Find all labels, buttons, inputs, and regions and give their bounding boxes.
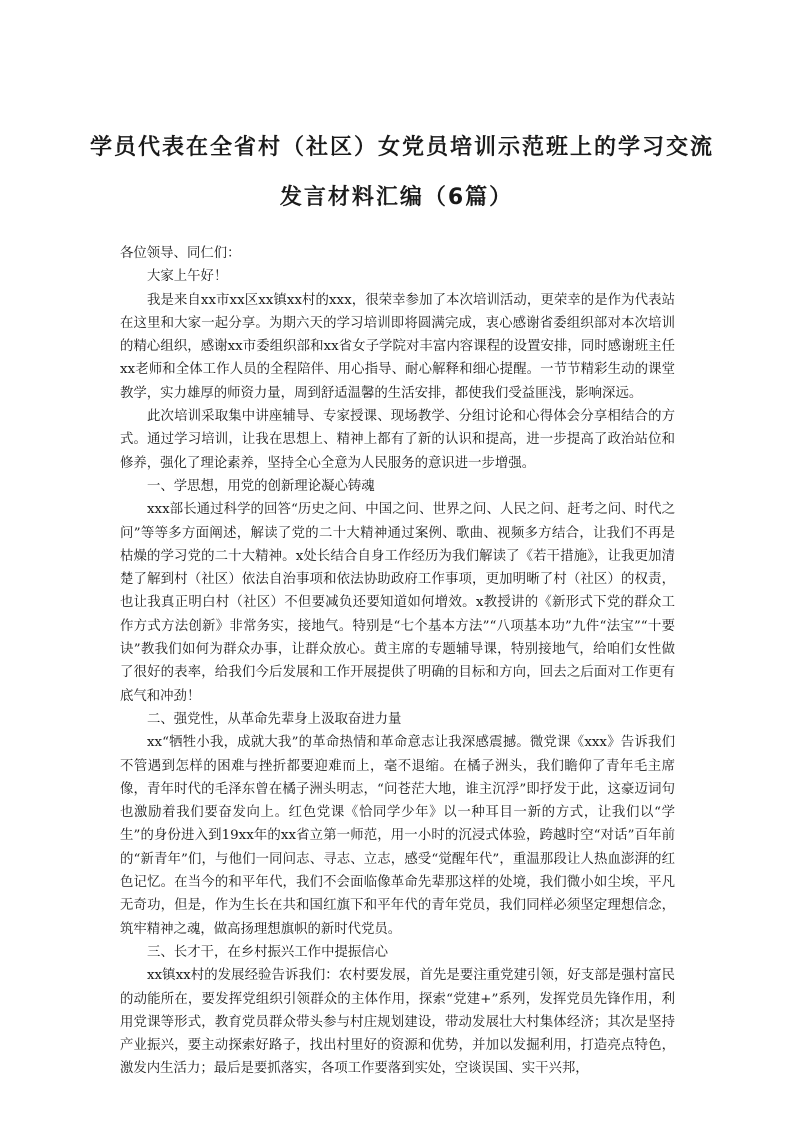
greeting: 大家上午好！ [147, 269, 228, 285]
body-paragraph: xx“牺牲小我，成就大我”的革命热情和革命意志让我深感震撼。微党课《xxx》告诉我们不管遇到怎样的困难与挫折都要迎难而上，毫不退缩。在橘子洲头，我们瞻仰了青年毛主席像，青年时代的毛泽东曾在橘子洲头明志，“问苍茫大地，谁主沉浮”即抒发于此，这豪迈词句也激励着我们要奋发向上。红色党课《恰同学少年》以一种耳目一新的方式，让我们以“学生”的身份进入到19xx年的xx省立第一师范，用一小时的沉浸式体验，跨越时空“对话”百年前的“新青年”们，与他们一同问志、寻志、立志，感受“觉醒年代”，重温那段让人热血澎湃的红色记忆。在当今的和平年代，我们不会面临像革命先辈那这样的处境，我们微小如尘埃，平凡无奇功，但是，作为生长在共和国红旗下和平年代的青年党员，我们同样必须坚定理想信念，筑牢精神之魂，做高扬理想旗帜的新时代党员。 [120, 735, 675, 937]
body-paragraph: xxx部长通过科学的回答“历史之问、中国之问、世界之问、人民之问、赶考之问、时代之问”等等多方面阐述，解读了党的二十大精神通过案例、歌曲、视频多方结合，让我们不再是枯燥的学习党的二十大精神。x处长结合自身工作经历为我们解读了《若干措施》，让我更加清楚了解到村（社区）依法自治事项和依法协助政府工作事项，更加明晰了村（社区）的权责，也让我真正明白村（社区）不但要减负还要知道如何增效。x教授讲的《新形式下党的群众工作方式方法创新》非常务实，接地气。特别是“七个基本方法”“八项基本功”九件“法宝”“十要诀”教我们如何为群众办事，让群众放心。黄主席的专题辅导课，特别接地气，给咱们女性做了很好的表率，给我们今后发展和工作开展提供了明确的目标和方向，回去之后面对工作更有底气和冲劲！ [120, 502, 675, 704]
section-heading: 三、长才干，在乡村振兴工作中提振信心 [147, 944, 389, 960]
document-body [120, 242, 675, 1081]
document-title-line-1: 学员代表在全省村（社区）女党员培训示范班上的学习交流 [90, 135, 715, 160]
section-heading: 一、学思想，用党的创新理论凝心铸魂 [147, 478, 375, 494]
salutation: 各位领导、同仁们： [120, 246, 241, 261]
body-paragraph: 此次培训采取集中讲座辅导、专家授课、现场教学、分组讨论和心得体会分享相结合的方式。通过学习培训，让我在思想上、精神上都有了新的认识和提高，进一步提高了政治站位和修养，强化了理论素养，坚持全心全意为人民服务的意识进一步增强。 [120, 409, 675, 471]
body-paragraph: 我是来自xx市xx区xx镇xx村的xxx，很荣幸参加了本次培训活动，更荣幸的是作为代表站在这里和大家一起分享。为期六天的学习培训即将圆满完成，衷心感谢省委组织部对本次培训的精心组织，感谢xx市委组织部和xx省女子学院对丰富内容课程的设置安排，同时感谢班主任xx老师和全体工作人员的全程陪伴、用心指导、耐心解释和细心提醒。一节节精彩生动的课堂教学，实力雄厚的师资力量，周到舒适温馨的生活安排，都使我们受益匪浅，影响深远。 [120, 292, 675, 401]
body-paragraph: xx镇xx村的发展经验告诉我们：农村要发展，首先是要注重党建引领，好支部是强村富民的动能所在，要发挥党组织引领群众的主体作用，探索“党建+”系列，发挥党员先锋作用，利用党课等形式，教育党员群众带头参与村庄规划建设，带动发展壮大村集体经济；其次是坚持产业振兴，要主动探索好路子，找出村里好的资源和优势，并加以发掘利用，打造亮点特色，激发内生活力；最后是要抓落实，各项工作要落到实处，空谈误国、实干兴邦， [120, 968, 675, 1077]
section-heading: 二、强党性，从革命先辈身上汲取奋进力量 [147, 711, 402, 727]
document-title-line-2: 发言材料汇编（6篇） [279, 185, 514, 210]
